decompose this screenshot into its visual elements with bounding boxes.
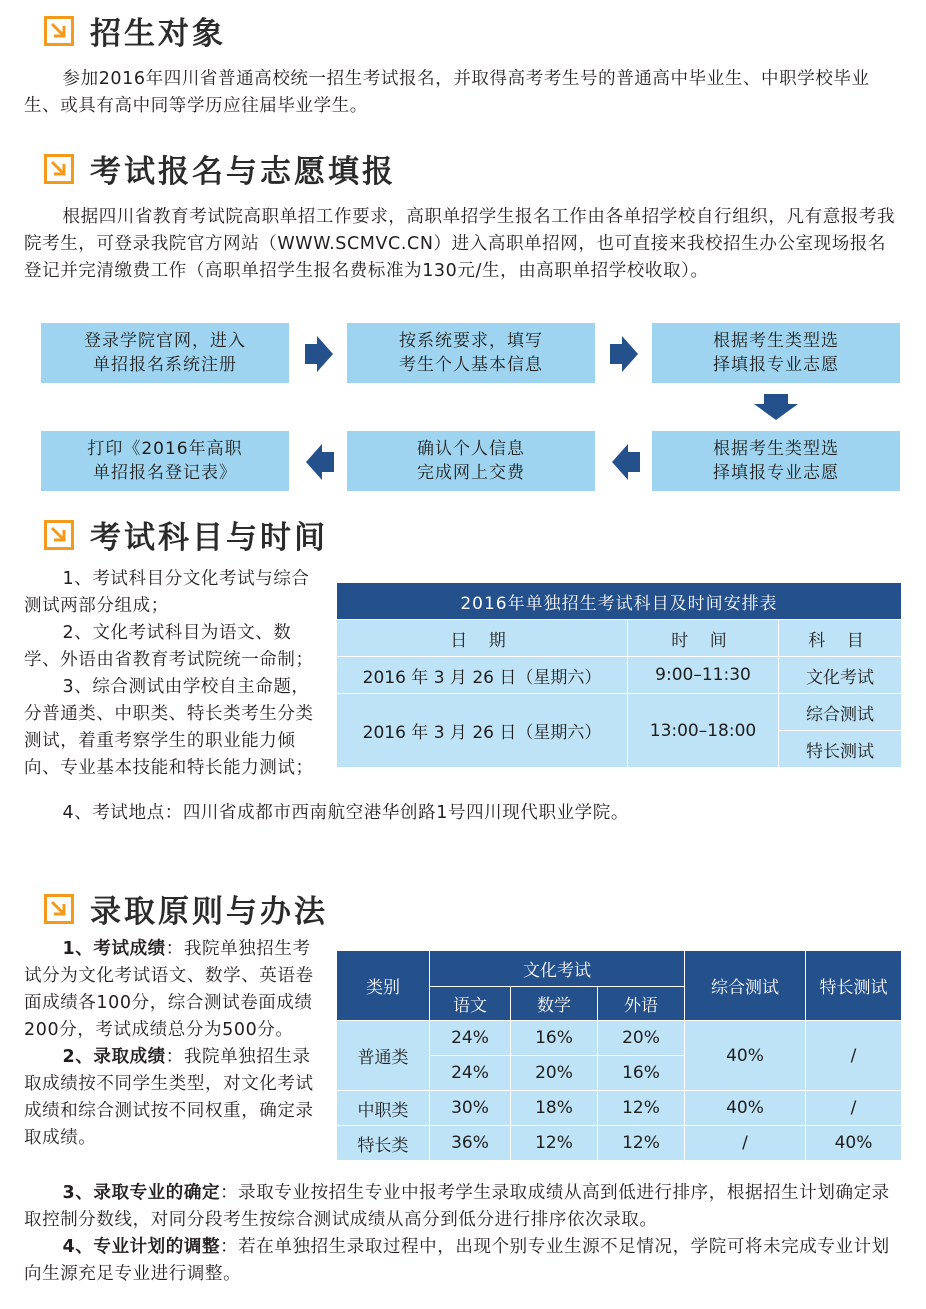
table-cell: / <box>806 1091 902 1126</box>
arrow-left-icon <box>306 444 334 480</box>
table-cell: / <box>806 1021 902 1091</box>
enrollment-target-text: 参加2016年四川省普通高校统一招生考试报名，并取得高考考生号的普通高中毕业生、中职学校毕业生、或具有高中同等学历应往届毕业学生。 <box>24 69 870 116</box>
table-cell: 20% <box>598 1021 685 1056</box>
rule-exam-score: 1、考试成绩：我院单独招生考试分为文化考试语文、数学、英语卷面成绩各100分，综合测试卷面成绩200分，考试成绩总分为500分。 <box>24 939 314 1040</box>
section-title: 招生对象 <box>90 16 226 52</box>
arrow-left-icon <box>612 444 640 480</box>
table-cell: 40% <box>685 1021 806 1091</box>
table-cell: 9:00–11:30 <box>628 657 779 694</box>
table-cell: 20% <box>511 1056 598 1091</box>
header-comprehensive: 综合测试 <box>685 951 806 1021</box>
table-cell: 特长测试 <box>779 731 902 768</box>
flow-step-6: 打印《2016年高职 单招报名登记表》 <box>41 431 289 491</box>
arrow-right-icon <box>610 336 638 372</box>
row-label-specialty: 特长类 <box>337 1126 430 1161</box>
flow-step-5: 确认个人信息 完成网上交费 <box>347 431 595 491</box>
table-cell: 16% <box>511 1021 598 1056</box>
arrow-down-icon <box>754 394 798 420</box>
table-cell: 16% <box>598 1056 685 1091</box>
table-cell: 综合测试 <box>779 694 902 731</box>
table-cell: 2016 年 3 月 26 日（星期六） <box>337 657 628 694</box>
column-header-time: 时 间 <box>628 620 779 657</box>
table-cell: 40% <box>685 1091 806 1126</box>
table-cell: 24% <box>430 1056 511 1091</box>
registration-text: 根据四川省教育考试院高职单招工作要求，高职单招学生报名工作由各单招学校自行组织，凡有意报考我院考生，可登录我院官方网站（WWW.SCMVC.CN）进入高职单招网，也可直接来我校招生办公室现场报名登记并完清缴费工作（高职单招学生报名费标准为130元/生，由高职单招学校收取）。 <box>24 207 896 281</box>
header-culture-exam: 文化考试 <box>430 951 685 987</box>
rule-plan-adjustment: 4、专业计划的调整：若在单独招生录取过程中，出现个别专业生源不足情况，学院可将未完成专业计划向生源充足专业进行调整。 <box>24 1237 890 1284</box>
rule-admission-score: 2、录取成绩：我院单独招生录取成绩按不同学生类型，对文化考试成绩和综合测试按不同权重，确定录取成绩。 <box>24 1047 314 1148</box>
corner-arrow-icon <box>44 16 74 46</box>
exam-item-1: 1、考试科目分文化考试与综合测试两部分组成； <box>24 569 310 616</box>
flow-step-4: 根据考生类型选 择填报专业志愿 <box>652 431 900 491</box>
admission-rules-left <box>24 936 314 1152</box>
header-category: 类别 <box>337 951 430 1021</box>
row-label-general: 普通类 <box>337 1021 430 1091</box>
rule-major-determination: 3、录取专业的确定：录取专业按招生专业中报考学生录取成绩从高到低进行排序，根据招生计划确定录取控制分数线，对同分段考生按综合测试成绩从高分到低分进行排序依次录取。 <box>24 1183 890 1230</box>
table-cell: 40% <box>806 1126 902 1161</box>
header-foreign: 外语 <box>598 987 685 1021</box>
exam-subjects-list <box>24 566 320 782</box>
admission-weight-table <box>336 950 902 1161</box>
section-title: 考试报名与志愿填报 <box>90 154 396 190</box>
header-special: 特长测试 <box>806 951 902 1021</box>
table-cell: 30% <box>430 1091 511 1126</box>
flow-step-1: 登录学院官网，进入 单招报名系统注册 <box>41 323 289 383</box>
table-cell: 2016 年 3 月 26 日（星期六） <box>337 694 628 768</box>
table-cell: 文化考试 <box>779 657 902 694</box>
table-cell: 12% <box>598 1091 685 1126</box>
exam-item-3: 3、综合测试由学校自主命题，分普通类、中职类、特长类考生分类测试，着重考察学生的职业能力倾向、专业基本技能和特长能力测试； <box>24 677 314 778</box>
column-header-subject: 科 目 <box>779 620 902 657</box>
section-title: 录取原则与办法 <box>90 894 328 930</box>
table-cell: 12% <box>598 1126 685 1161</box>
corner-arrow-icon <box>44 154 74 184</box>
section-title: 考试科目与时间 <box>90 520 328 556</box>
table-cell: 24% <box>430 1021 511 1056</box>
header-math: 数学 <box>511 987 598 1021</box>
flow-step-3: 根据考生类型选 择填报专业志愿 <box>652 323 900 383</box>
exam-location: 4、考试地点：四川省成都市西南航空港华创路1号四川现代职业学院。 <box>62 803 629 823</box>
schedule-title: 2016年单独招生考试科目及时间安排表 <box>337 583 902 620</box>
table-cell: 18% <box>511 1091 598 1126</box>
table-cell: 12% <box>511 1126 598 1161</box>
header-chinese: 语文 <box>430 987 511 1021</box>
table-cell: 36% <box>430 1126 511 1161</box>
table-cell: 13:00–18:00 <box>628 694 779 768</box>
corner-arrow-icon <box>44 520 74 550</box>
exam-schedule-table <box>336 582 902 768</box>
table-cell: / <box>685 1126 806 1161</box>
admission-rules-bottom <box>24 1180 902 1288</box>
row-label-vocational: 中职类 <box>337 1091 430 1126</box>
corner-arrow-icon <box>44 894 74 924</box>
flow-step-2: 按系统要求，填写 考生个人基本信息 <box>347 323 595 383</box>
exam-item-2: 2、文化考试科目为语文、数学、外语由省教育考试院统一命制； <box>24 623 314 670</box>
column-header-date: 日 期 <box>337 620 628 657</box>
arrow-right-icon <box>305 336 333 372</box>
